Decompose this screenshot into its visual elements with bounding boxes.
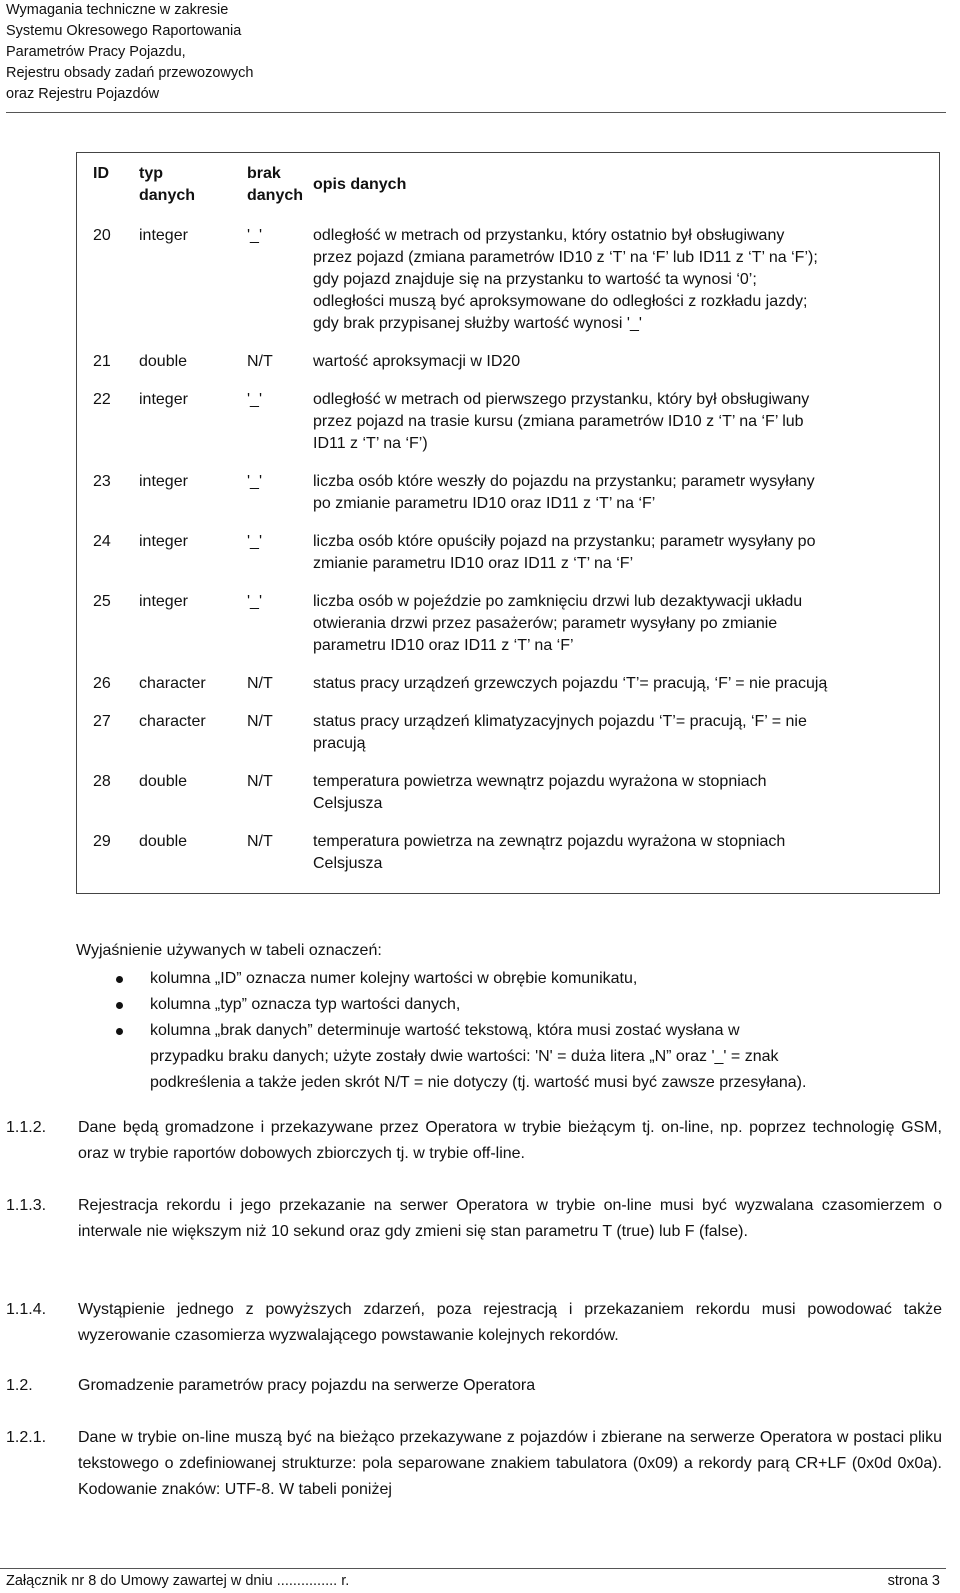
paragraph-1-1-4 (6, 1297, 942, 1349)
cell-id: 29 (93, 833, 111, 850)
cell-type: integer (139, 391, 188, 408)
description-line: pracują (313, 735, 366, 752)
section-heading-1-2 (6, 1373, 942, 1399)
table-header-row (77, 153, 940, 224)
legend-item (76, 966, 936, 992)
description-line: odległość w metrach od przystanku, który ostatnio był obsługiwany (313, 227, 785, 244)
cell-description (309, 831, 940, 894)
table-row (77, 591, 940, 673)
cell-id: 20 (93, 227, 111, 244)
cell-type: integer (139, 227, 188, 244)
table-row (77, 351, 940, 389)
cell-description (309, 389, 940, 471)
cell-type: integer (139, 593, 188, 610)
cell-missing: N/T (247, 773, 273, 790)
table-body (77, 223, 940, 894)
description-line: liczba osób które opuściły pojazd na przystanku; parametr wysyłany po (313, 533, 816, 550)
description-line: ID11 z ‘T’ na ‘F’) (313, 435, 428, 452)
cell-description (309, 771, 940, 831)
cell-missing: N/T (247, 353, 273, 370)
table-row (77, 771, 940, 831)
paragraph-text: Wystąpienie jednego z powyższych zdarzeń, poza rejestracją i przekazaniem rekordu musi powodować także wyzerowanie czasomierza wyzwalającego powstawanie kolejnych rekordów. (78, 1301, 942, 1344)
legend-item-line: kolumna „typ” oznacza typ wartości danych, (150, 996, 461, 1013)
paragraph-1-2-1 (6, 1425, 942, 1503)
footer-attachment-label: Załącznik nr 8 do Umowy zawartej w dniu ............... r. (6, 1573, 350, 1589)
description-line: wartość aproksymacji w ID20 (313, 353, 521, 370)
paragraph-number: 1.2.1. (6, 1429, 47, 1446)
legend-item-line: przypadku braku danych; użyte zostały dwie wartości: 'N' = duża litera „N” oraz '_' = znak (150, 1048, 779, 1065)
paragraph-text: Dane będą gromadzone i przekazywane przez Operatora w trybie bieżącym tj. on-line, np. poprzez technologię GSM, oraz w trybie raportów dobowych zbiorczych tj. w trybie off-line. (78, 1119, 942, 1162)
description-line: gdy pojazd znajduje się na przystanku to wartość ta wynosi ‘0’; (313, 271, 757, 288)
description-line: liczba osób w pojeździe po zamknięciu drzwi lub dezaktywacji układu (313, 593, 803, 610)
cell-id: 22 (93, 391, 111, 408)
cell-type: double (139, 773, 188, 790)
cell-missing: N/T (247, 833, 273, 850)
cell-type: character (139, 713, 206, 730)
cell-description (309, 711, 940, 771)
description-line: parametru ID10 oraz ID11 z ‘T’ na ‘F’ (313, 637, 574, 654)
cell-type: double (139, 833, 188, 850)
cell-description (309, 471, 940, 531)
cell-description (309, 351, 940, 389)
paragraph-text: Dane w trybie on-line muszą być na bieżąco przekazywane z pojazdów i zbierane na serwerze Operatora w postaci pliku tekstowego o zdefiniowanej strukturze: pola separowane znakiem tabulatora (0x09) a rekordy parą CR+LF (0x0d 0x0a). Kodowanie znaków: UTF-8. W tabeli poniżej (78, 1429, 942, 1498)
col-header-id: ID (93, 165, 109, 182)
col-header-type: typ danych (139, 165, 196, 204)
description-line: Celsjusza (313, 795, 383, 812)
description-line: zmianie parametru ID10 oraz ID11 z ‘T’ na ‘F’ (313, 555, 634, 572)
cell-type: integer (139, 473, 188, 490)
legend-item-line: podkreślenia a także jeden skrót N/T = nie dotyczy (tj. wartość musi być zawsze przesyłana). (150, 1074, 807, 1091)
cell-description (309, 223, 940, 351)
cell-type: integer (139, 533, 188, 550)
legend-title: Wyjaśnienie używanych w tabeli oznaczeń: (76, 942, 382, 959)
description-line: status pracy urządzeń grzewczych pojazdu ‘T’= pracują, ‘F’ = nie pracują (313, 675, 828, 692)
cell-type: double (139, 353, 188, 370)
description-line: temperatura powietrza wewnątrz pojazdu wyrażona w stopniach (313, 773, 767, 790)
paragraph-text: Rejestracja rekordu i jego przekazanie na serwer Operatora w trybie on-line musi być wyzwalana czasomierzem o interwale nie większym niż 10 sekund oraz gdy zmieni się stan parametru T (true) lub F (false). (78, 1197, 942, 1240)
cell-id: 24 (93, 533, 111, 550)
table-row (77, 831, 940, 894)
cell-id: 26 (93, 675, 111, 692)
data-spec-table (76, 152, 940, 894)
table-row (77, 531, 940, 591)
description-line: przez pojazd (zmiana parametrów ID10 z ‘T’ na ‘F’ lub ID11 z ‘T’ na ‘F’); (313, 249, 818, 266)
table-row (77, 711, 940, 771)
table-row (77, 673, 940, 711)
cell-id: 25 (93, 593, 111, 610)
section-title: Gromadzenie parametrów pracy pojazdu na serwerze Operatora (78, 1377, 536, 1394)
description-line: Celsjusza (313, 855, 383, 872)
cell-description (309, 591, 940, 673)
document-header (6, 0, 946, 113)
header-line-1: Wymagania techniczne w zakresie (6, 2, 229, 18)
legend-item-line: kolumna „brak danych” determinuje wartość tekstową, która musi zostać wysłana w (150, 1022, 740, 1039)
cell-type: character (139, 675, 206, 692)
legend (76, 938, 936, 1096)
section-number: 1.2. (6, 1377, 33, 1394)
cell-missing: N/T (247, 675, 273, 692)
paragraph-number: 1.1.3. (6, 1197, 47, 1214)
table-row (77, 389, 940, 471)
description-line: przez pojazd na trasie kursu (zmiana parametrów ID10 z ‘T’ na ‘F’ lub (313, 413, 804, 430)
paragraph-number: 1.1.4. (6, 1301, 47, 1318)
legend-item (76, 1018, 936, 1096)
cell-id: 21 (93, 353, 111, 370)
page-footer (0, 1568, 946, 1589)
cell-missing: '_' (247, 593, 263, 610)
description-line: status pracy urządzeń klimatyzacyjnych pojazdu ‘T’= pracują, ‘F’ = nie (313, 713, 807, 730)
paragraph-1-1-2 (6, 1115, 942, 1167)
header-line-2: Systemu Okresowego Raportowania (6, 23, 242, 39)
legend-item-line: kolumna „ID” oznacza numer kolejny wartości w obrębie komunikatu, (150, 970, 638, 987)
header-line-4: Rejestru obsady zadań przewozowych (6, 65, 254, 81)
cell-missing: '_' (247, 227, 263, 244)
col-header-description: opis danych (313, 176, 407, 193)
cell-missing: '_' (247, 533, 263, 550)
footer-page-number: strona 3 (887, 1573, 940, 1589)
paragraph-number: 1.1.2. (6, 1119, 47, 1136)
cell-missing: N/T (247, 713, 273, 730)
cell-description (309, 531, 940, 591)
cell-id: 23 (93, 473, 111, 490)
col-header-missing: brak danych (247, 165, 304, 204)
legend-list (76, 966, 936, 1096)
description-line: temperatura powietrza na zewnątrz pojazdu wyrażona w stopniach (313, 833, 786, 850)
cell-missing: '_' (247, 391, 263, 408)
legend-item (76, 992, 936, 1018)
cell-missing: '_' (247, 473, 263, 490)
description-line: po zmianie parametru ID10 oraz ID11 z ‘T’ na ‘F’ (313, 495, 656, 512)
paragraph-1-1-3 (6, 1193, 942, 1245)
header-line-3: Parametrów Pracy Pojazdu, (6, 44, 186, 60)
cell-id: 27 (93, 713, 111, 730)
description-line: liczba osób które weszły do pojazdu na przystanku; parametr wysyłany (313, 473, 815, 490)
table-row (77, 471, 940, 531)
table-row (77, 223, 940, 351)
description-line: odległość w metrach od pierwszego przystanku, który był obsługiwany (313, 391, 810, 408)
cell-description (309, 673, 940, 711)
cell-id: 28 (93, 773, 111, 790)
description-line: odległości muszą być aproksymowane do odległości z rozkładu jazdy; (313, 293, 808, 310)
header-line-5: oraz Rejestru Pojazdów (6, 86, 160, 102)
description-line: otwierania drzwi przez pasażerów; parametr wysyłany po zmianie (313, 615, 778, 632)
description-line: gdy brak przypisanej służby wartość wynosi '_' (313, 315, 642, 332)
